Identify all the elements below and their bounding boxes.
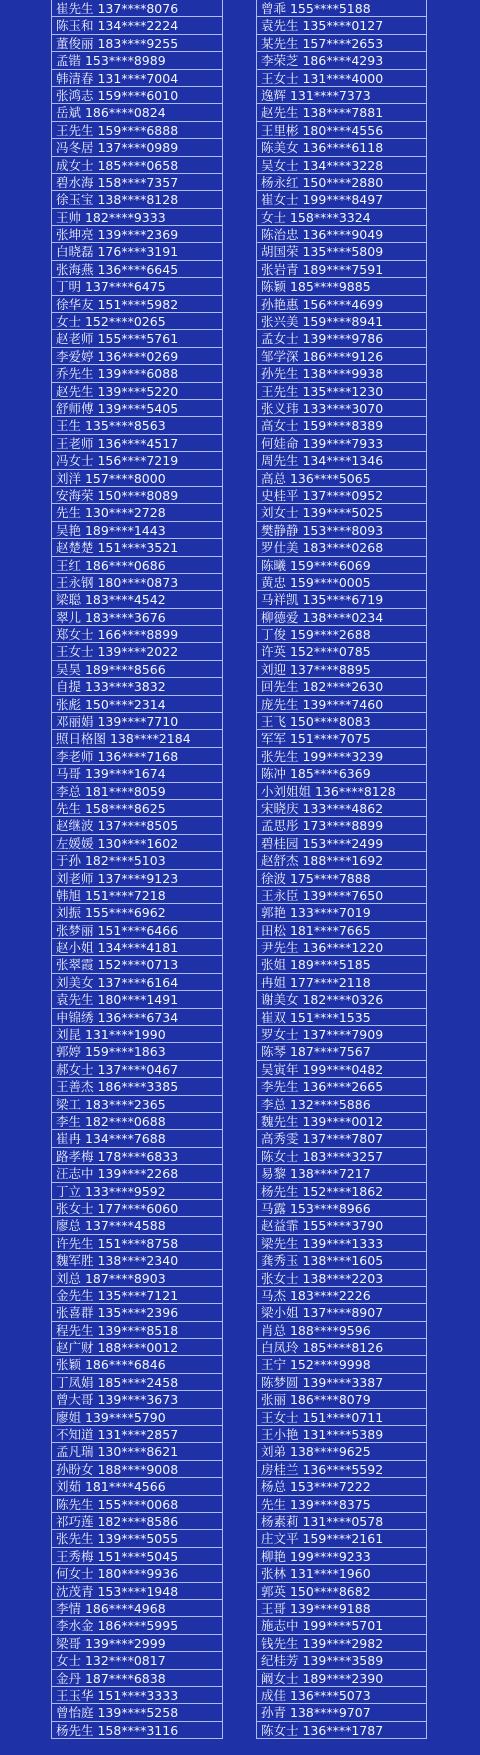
customer-entry: 刘昆 131****1990	[52, 1026, 222, 1043]
customer-entry: 王女士 131****4000	[257, 70, 426, 87]
customer-entry: 陈先生 155****0068	[52, 1496, 222, 1513]
customer-entry: 小刘姐姐 136****8128	[257, 783, 426, 800]
customer-entry: 成女士 185****0658	[52, 157, 222, 174]
customer-entry: 陈梦圆 139****3387	[257, 1374, 426, 1391]
customer-entry: 李爱婷 136****0269	[52, 348, 222, 365]
customer-entry: 吴艳 189****1443	[52, 522, 222, 539]
customer-entry: 回先生 182****2630	[257, 678, 426, 695]
customer-entry: 陈治忠 136****9049	[257, 226, 426, 243]
customer-entry: 易黎 138****7217	[257, 1165, 426, 1182]
customer-entry: 张兴美 159****8941	[257, 313, 426, 330]
customer-entry: 曾大哥 139****3673	[52, 1391, 222, 1408]
customer-entry: 照日格图 138****2184	[52, 730, 222, 747]
customer-entry: 廖总 137****4588	[52, 1217, 222, 1234]
customer-entry: 柳艳 199****9233	[257, 1548, 426, 1565]
customer-entry: 程先生 139****8518	[52, 1322, 222, 1339]
customer-entry: 史桂平 137****0952	[257, 487, 426, 504]
customer-entry: 赵先生 138****7881	[257, 104, 426, 121]
customer-entry: 陈曦 159****6069	[257, 557, 426, 574]
customer-entry: 丁凤娟 185****2458	[52, 1374, 222, 1391]
customer-entry: 吴寅年 199****0482	[257, 1061, 426, 1078]
customer-entry: 张岩青 189****7591	[257, 261, 426, 278]
customer-entry: 宋晓庆 133****4862	[257, 800, 426, 817]
customer-entry: 赵先生 139****5220	[52, 383, 222, 400]
customer-entry: 冯女士 156****7219	[52, 452, 222, 469]
customer-entry: 王玉华 151****3333	[52, 1687, 222, 1704]
customer-entry: 阚女士 189****2390	[257, 1670, 426, 1687]
customer-entry: 梁哥 139****2999	[52, 1635, 222, 1652]
customer-entry: 沈茂青 153****1948	[52, 1583, 222, 1600]
customer-entry: 王善杰 186****3385	[52, 1078, 222, 1095]
customer-entry: 某先生 157****2653	[257, 35, 426, 52]
customer-entry: 郝女士 137****0467	[52, 1061, 222, 1078]
customer-entry: 张梦丽 151****6466	[52, 922, 222, 939]
customer-entry: 庞先生 139****7460	[257, 696, 426, 713]
customer-entry: 岳斌 186****0824	[52, 104, 222, 121]
customer-entry: 刘老师 137****9123	[52, 870, 222, 887]
customer-entry: 李总 132****5886	[257, 1096, 426, 1113]
customer-entry: 王红 186****0686	[52, 557, 222, 574]
customer-entry: 刘女士 139****5025	[257, 504, 426, 521]
customer-entry: 王老师 136****4517	[52, 435, 222, 452]
customer-entry: 袁先生 135****0127	[257, 17, 426, 34]
customer-entry: 王永钢 180****0873	[52, 574, 222, 591]
customer-entry: 梁聪 183****4542	[52, 591, 222, 608]
customer-entry: 高总 136****5065	[257, 470, 426, 487]
customer-entry: 李荣芝 186****4293	[257, 52, 426, 69]
customer-entry: 王哥 139****9188	[257, 1600, 426, 1617]
customer-entry: 碧桂园 153****2499	[257, 835, 426, 852]
customer-entry: 张坤亮 139****2369	[52, 226, 222, 243]
customer-entry: 孙青 138****9707	[257, 1704, 426, 1721]
customer-entry: 陈玉和 134****2224	[52, 17, 222, 34]
customer-entry: 梁工 183****2365	[52, 1096, 222, 1113]
customer-entry: 杨素莉 131****0578	[257, 1513, 426, 1530]
customer-entry: 肖总 188****9596	[257, 1322, 426, 1339]
customer-entry: 袁先生 180****1491	[52, 991, 222, 1008]
customer-entry: 金先生 135****7121	[52, 1287, 222, 1304]
customer-entry: 张林 131****1960	[257, 1565, 426, 1582]
customer-entry: 张颖 186****6846	[52, 1356, 222, 1373]
customer-entry: 魏军胜 138****2340	[52, 1252, 222, 1269]
customer-entry: 先生 158****8625	[52, 800, 222, 817]
customer-entry: 成佳 136****5073	[257, 1687, 426, 1704]
customer-entry: 张海燕 136****6645	[52, 261, 222, 278]
customer-entry: 路孝梅 178****6833	[52, 1148, 222, 1165]
customer-entry: 田松 181****7665	[257, 922, 426, 939]
customer-entry: 谢美女 182****0326	[257, 991, 426, 1008]
customer-entry: 孟锴 153****8989	[52, 52, 222, 69]
customer-entry: 孙艳惠 156****4699	[257, 296, 426, 313]
customer-entry: 崔先生 137****8076	[52, 0, 222, 17]
customer-entry: 魏先生 139****0012	[257, 1113, 426, 1130]
customer-entry: 柳德爱 138****0234	[257, 609, 426, 626]
customer-entry: 廖姐 139****5790	[52, 1409, 222, 1426]
customer-entry: 王先生 135****1230	[257, 383, 426, 400]
customer-entry: 刘弟 138****9625	[257, 1443, 426, 1460]
customer-entry: 王飞 150****8083	[257, 713, 426, 730]
customer-entry: 尹先生 136****1220	[257, 939, 426, 956]
right-customer-list	[256, 0, 427, 1739]
customer-entry: 马露 153****8966	[257, 1200, 426, 1217]
customer-entry: 王女士 151****0711	[257, 1409, 426, 1426]
customer-entry: 周先生 134****1346	[257, 452, 426, 469]
customer-entry: 高女士 159****8389	[257, 417, 426, 434]
customer-entry: 赵老师 155****5761	[52, 330, 222, 347]
customer-entry: 赵广财 188****0012	[52, 1339, 222, 1356]
customer-entry: 曾怡庭 139****5258	[52, 1704, 222, 1721]
customer-entry: 庄文平 159****2161	[257, 1530, 426, 1547]
customer-entry: 李情 186****4968	[52, 1600, 222, 1617]
customer-entry: 邓丽娟 139****7710	[52, 713, 222, 730]
customer-entry: 郑女士 166****8899	[52, 626, 222, 643]
customer-entry: 王永臣 139****7650	[257, 887, 426, 904]
customer-entry: 孟思彤 173****8899	[257, 817, 426, 834]
customer-entry: 左媛媛 130****1602	[52, 835, 222, 852]
customer-entry: 不知道 131****2857	[52, 1426, 222, 1443]
customer-entry: 王小艳 131****5389	[257, 1426, 426, 1443]
customer-entry: 赵继波 137****8505	[52, 817, 222, 834]
customer-entry: 韩旭 151****7218	[52, 887, 222, 904]
customer-entry: 杨先生 158****3116	[52, 1722, 222, 1739]
customer-entry: 张女士 177****6060	[52, 1200, 222, 1217]
customer-entry: 王秀梅 151****5045	[52, 1548, 222, 1565]
customer-entry: 女士 132****0817	[52, 1652, 222, 1669]
customer-entry: 孙先生 138****9938	[257, 365, 426, 382]
customer-entry: 王女士 139****2022	[52, 643, 222, 660]
customer-entry: 郭艳 133****7019	[257, 904, 426, 921]
customer-entry: 张姐 189****5185	[257, 956, 426, 973]
customer-entry: 董俊丽 183****9255	[52, 35, 222, 52]
customer-entry: 刘迎 137****8895	[257, 661, 426, 678]
customer-entry: 冉姐 177****2118	[257, 974, 426, 991]
customer-entry: 金丹 187****6838	[52, 1670, 222, 1687]
customer-entry: 翠儿 183****3676	[52, 609, 222, 626]
customer-entry: 自提 133****3832	[52, 678, 222, 695]
customer-entry: 许先生 151****8758	[52, 1235, 222, 1252]
customer-entry: 徐华友 151****5982	[52, 296, 222, 313]
customer-entry: 王宁 152****9998	[257, 1356, 426, 1373]
customer-entry: 黄忠 159****0005	[257, 574, 426, 591]
customer-entry: 吴昊 189****8566	[52, 661, 222, 678]
customer-entry: 女士 152****0265	[52, 313, 222, 330]
customer-entry: 赵小姐 134****4181	[52, 939, 222, 956]
customer-entry: 张翠霞 152****0713	[52, 956, 222, 973]
customer-entry: 徐波 175****7888	[257, 870, 426, 887]
customer-entry: 杨总 153****7222	[257, 1478, 426, 1495]
customer-entry: 赵楚楚 151****3521	[52, 539, 222, 556]
customer-entry: 纪桂芳 139****3589	[257, 1652, 426, 1669]
customer-entry: 张先生 139****5055	[52, 1530, 222, 1547]
customer-entry: 李水金 186****5995	[52, 1617, 222, 1634]
customer-entry: 孟女士 139****9786	[257, 330, 426, 347]
customer-entry: 杨永红 150****2880	[257, 174, 426, 191]
customer-entry: 胡国荣 135****5809	[257, 243, 426, 260]
customer-entry: 李生 182****0688	[52, 1113, 222, 1130]
customer-entry: 罗女士 137****7909	[257, 1026, 426, 1043]
customer-entry: 孟凡瑞 130****8621	[52, 1443, 222, 1460]
customer-entry: 白凤玲 185****8126	[257, 1339, 426, 1356]
customer-entry: 刘总 187****8903	[52, 1270, 222, 1287]
customer-entry: 逸辉 131****7373	[257, 87, 426, 104]
customer-entry: 罗仕美 183****0268	[257, 539, 426, 556]
customer-entry: 孙盼女 188****9008	[52, 1461, 222, 1478]
customer-entry: 张喜群 135****2396	[52, 1304, 222, 1321]
customer-entry: 陈琴 187****7567	[257, 1043, 426, 1060]
customer-entry: 李先生 136****2665	[257, 1078, 426, 1095]
customer-entry: 安海荣 150****8089	[52, 487, 222, 504]
customer-entry: 陈女士 136****1787	[257, 1722, 426, 1739]
customer-entry: 赵舒杰 188****1692	[257, 852, 426, 869]
customer-entry: 曾乖 155****5188	[257, 0, 426, 17]
customer-entry: 龚秀玉 138****1605	[257, 1252, 426, 1269]
customer-entry: 女士 158****3324	[257, 209, 426, 226]
customer-entry: 郭英 150****8682	[257, 1583, 426, 1600]
customer-entry: 许英 152****0785	[257, 643, 426, 660]
customer-entry: 汪志中 139****2268	[52, 1165, 222, 1182]
customer-entry: 杨先生 152****1862	[257, 1183, 426, 1200]
customer-entry: 白晓磊 176****3191	[52, 243, 222, 260]
customer-entry: 王帅 182****9333	[52, 209, 222, 226]
customer-entry: 丁俊 159****2688	[257, 626, 426, 643]
customer-entry: 张彪 150****2314	[52, 696, 222, 713]
customer-entry: 邹学深 186****9126	[257, 348, 426, 365]
customer-entry: 丁明 137****6475	[52, 278, 222, 295]
customer-entry: 张义玮 133****3070	[257, 400, 426, 417]
customer-entry: 刘洋 157****8000	[52, 470, 222, 487]
customer-entry: 张先生 199****3239	[257, 748, 426, 765]
customer-entry: 王生 135****8563	[52, 417, 222, 434]
customer-entry: 房桂兰 136****5592	[257, 1461, 426, 1478]
customer-entry: 舒师傅 139****5405	[52, 400, 222, 417]
customer-entry: 马祥凯 135****6719	[257, 591, 426, 608]
customer-entry: 李老师 136****7168	[52, 748, 222, 765]
customer-entry: 王里彬 180****4556	[257, 122, 426, 139]
customer-entry: 刘振 155****6962	[52, 904, 222, 921]
customer-entry: 马杰 183****2226	[257, 1287, 426, 1304]
customer-entry: 赵益霏 155****3790	[257, 1217, 426, 1234]
left-customer-list	[51, 0, 223, 1739]
customer-entry: 王先生 159****6888	[52, 122, 222, 139]
customer-entry: 刘美女 137****6164	[52, 974, 222, 991]
customer-entry: 樊静静 153****8093	[257, 522, 426, 539]
customer-entry: 张女士 138****2203	[257, 1270, 426, 1287]
customer-entry: 冯冬居 137****0989	[52, 139, 222, 156]
customer-entry: 高秀雯 137****7807	[257, 1130, 426, 1147]
customer-entry: 马哥 139****1674	[52, 765, 222, 782]
customer-entry: 崔冉 134****7688	[52, 1130, 222, 1147]
customer-entry: 碧水海 158****7357	[52, 174, 222, 191]
customer-entry: 张丽 186****8079	[257, 1391, 426, 1408]
customer-entry: 李总 181****8059	[52, 783, 222, 800]
customer-entry: 军军 151****7075	[257, 730, 426, 747]
customer-entry: 张鸿志 159****6010	[52, 87, 222, 104]
customer-entry: 陈女士 183****3257	[257, 1148, 426, 1165]
customer-entry: 郭婷 159****1863	[52, 1043, 222, 1060]
customer-entry: 梁小姐 137****8907	[257, 1304, 426, 1321]
customer-entry: 施志中 199****5701	[257, 1617, 426, 1634]
customer-entry: 先生 130****2728	[52, 504, 222, 521]
customer-entry: 祁巧莲 182****8586	[52, 1513, 222, 1530]
customer-entry: 申锦绣 136****6734	[52, 1009, 222, 1026]
customer-entry: 陈颖 185****9885	[257, 278, 426, 295]
customer-entry: 梁先生 139****1333	[257, 1235, 426, 1252]
customer-entry: 吴女士 134****3228	[257, 157, 426, 174]
customer-entry: 崔双 151****1535	[257, 1009, 426, 1026]
customer-entry: 丁立 133****9592	[52, 1183, 222, 1200]
customer-entry: 钱先生 139****2982	[257, 1635, 426, 1652]
customer-entry: 先生 139****8375	[257, 1496, 426, 1513]
customer-entry: 崔女士 199****8497	[257, 191, 426, 208]
customer-entry: 何女士 180****9936	[52, 1565, 222, 1582]
customer-entry: 何娃命 139****7933	[257, 435, 426, 452]
customer-entry: 刘茹 181****4566	[52, 1478, 222, 1495]
customer-entry: 韩清春 131****7004	[52, 70, 222, 87]
customer-entry: 徐玉宝 138****8128	[52, 191, 222, 208]
customer-entry: 乔先生 139****6088	[52, 365, 222, 382]
customer-entry: 陈美女 136****6118	[257, 139, 426, 156]
customer-entry: 陈冲 185****6369	[257, 765, 426, 782]
customer-entry: 于孙 182****5103	[52, 852, 222, 869]
